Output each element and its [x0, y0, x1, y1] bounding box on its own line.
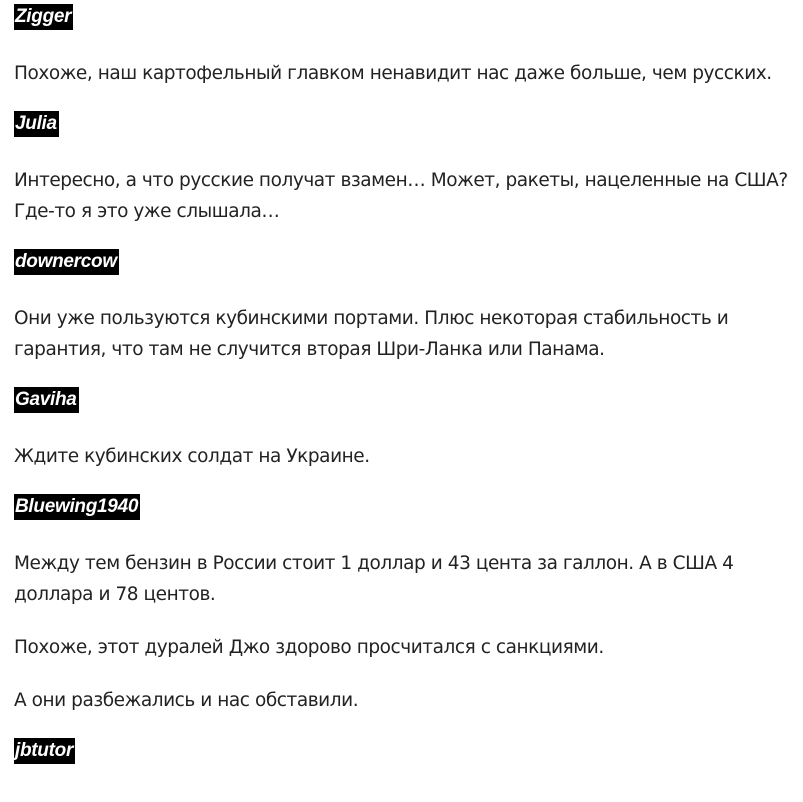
comment-author[interactable]: Gaviha [14, 387, 79, 413]
comment-thread [14, 4, 789, 792]
comment-text: Ждите кубинских солдат на Украине. [14, 446, 370, 467]
comment-text: А они разбежались и нас обставили. [14, 690, 359, 711]
comment [14, 111, 789, 227]
comment-author[interactable]: Zigger [14, 4, 73, 30]
comment-author[interactable]: Julia [14, 111, 59, 137]
comment-author[interactable]: jbtutor [14, 738, 75, 764]
comment-text: Они уже пользуются кубинскими портами. Плюс некоторая стабильность и гарантия, что там не случится вторая Шри-Ланка или Панама. [14, 308, 729, 360]
comment-author[interactable]: downercow [14, 249, 119, 275]
comment-author[interactable]: Bluewing1940 [14, 494, 140, 520]
comment [14, 387, 789, 472]
comment [14, 249, 789, 365]
comment-text: Похоже, этот дуралей Джо здорово просчитался с санкциями. [14, 637, 604, 658]
comment-text: Между тем бензин в России стоит 1 доллар и 43 цента за галлон. А в США 4 доллара и 78 центов. [14, 553, 734, 605]
comment-text: Интересно, а что русские получат взамен… Может, ракеты, нацеленные на США? Где-то я это уже слышала… [14, 170, 788, 222]
comment [14, 738, 789, 792]
comment-text: Похоже, наш картофельный главком ненавидит нас даже больше, чем русских. [14, 63, 772, 84]
comment [14, 4, 789, 89]
comment [14, 494, 789, 716]
